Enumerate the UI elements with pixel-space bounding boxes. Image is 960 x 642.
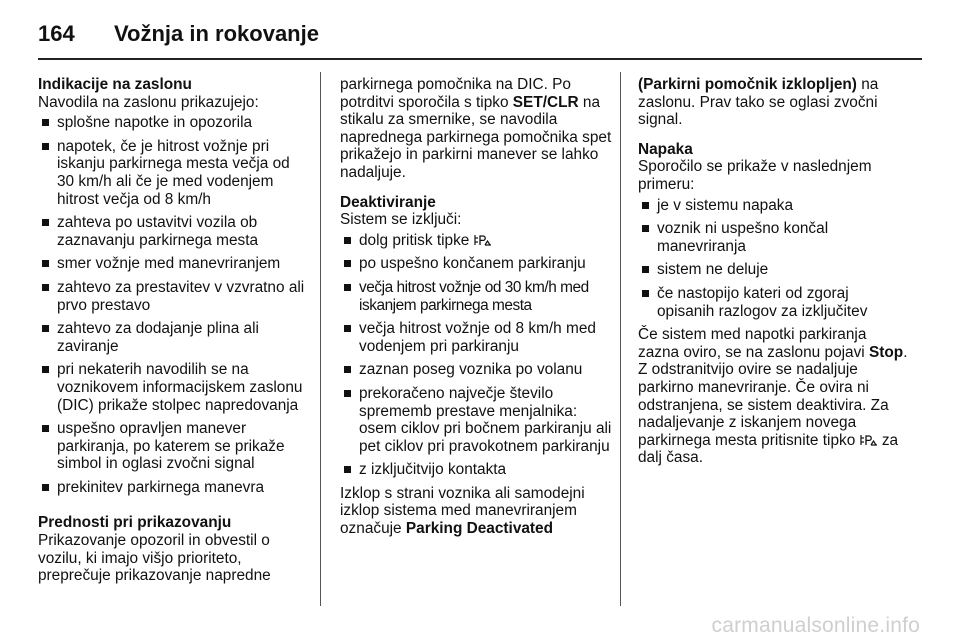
list-item: pri nekaterih navodilih se na voznikovem informacijskem zaslonu (DIC) prikaže stolpec napredovanja <box>38 361 310 414</box>
watermark: carmanualsonline.info <box>711 614 920 637</box>
section-heading-priority: Prednosti pri prikazovanju <box>38 514 232 532</box>
list-item: zahteva po ustavitvi vozila ob zaznavanju parkirnega mesta <box>38 214 310 249</box>
list-item: večja hitrost vožnje od 30 km/h med iskanjem parkirnega mesta <box>340 279 612 314</box>
paragraph-continued: parkirnega pomočnika na DIC. Po potrditvi sporočila s tipko SET/CLR na stikalu za smernike, se navodila naprednega parkirnega pomočnika spet prikažejo in parkirni manever se lahko nadaljuje. <box>340 76 612 181</box>
paragraph: (Parkirni pomočnik izklopljen) na zaslonu. Prav tako se oglasi zvočni signal. <box>638 76 879 129</box>
section-heading-deactivation: Deaktiviranje <box>340 193 436 211</box>
page-header <box>38 14 319 54</box>
parking-assist-icon <box>860 434 878 446</box>
column-3 <box>638 76 910 467</box>
paragraph: Izklop s strani voznika ali samodejni izklop sistema med manevriranjem označuje Parking Deactivated <box>340 484 585 538</box>
column-divider-2 <box>620 72 621 606</box>
bullet-list-fault <box>638 197 910 321</box>
paragraph: Sporočilo se prikaže v naslednjem primeru: <box>638 158 872 193</box>
bullet-list-display <box>38 114 310 496</box>
page-number: 164 <box>38 21 75 46</box>
list-item: z izključitvijo kontakta <box>340 461 612 479</box>
list-item: uspešno opravljen manever parkiranja, po katerem se prikaže simbol in oglasi zvočni signal <box>38 420 310 473</box>
display-message-stop: Stop <box>869 343 904 361</box>
paragraph: Navodila na zaslonu prikazujejo: <box>38 93 259 111</box>
list-item: zaznan poseg voznika po volanu <box>340 361 612 379</box>
display-message-translation: (Parkirni pomočnik izklopljen) <box>638 76 857 93</box>
list-item: prekinitev parkirnega manevra <box>38 479 310 497</box>
paragraph: Sistem se izključi: <box>340 211 462 229</box>
page-title: Vožnja in rokovanje <box>114 21 319 46</box>
list-item: prekoračeno največje število sprememb prestave menjalnika: osem ciklov pri bočnem parkiranju ali pet ciklov pri pravokotnem parkiranju <box>340 385 612 455</box>
paragraph: Če sistem med napotki parkiranja zazna oviro, se na zaslonu pojavi Stop. Z odstranitvijo ovire se nadaljuje parkirno manevriranje. Če ovira ni odstranjena, se sistem deaktivira. Za nadaljevanje z iskanjem novega parkirnega mesta pritisnite tipko za dalj časa. <box>638 326 908 467</box>
list-item: smer vožnje med manevriranjem <box>38 255 310 273</box>
list-item: če nastopijo kateri od zgoraj opisanih razlogov za izključitev <box>638 285 910 320</box>
list-item: večja hitrost vožnje od 8 km/h med vodenjem pri parkiranju <box>340 320 612 355</box>
header-rule <box>38 58 922 60</box>
list-item: dolg pritisk tipke <box>340 232 612 250</box>
list-item: voznik ni uspešno končal manevriranja <box>638 220 910 255</box>
paragraph: Prikazovanje opozoril in obvestil o vozilu, ki imajo višjo prioriteto, preprečuje prikazovanje napredne <box>38 532 271 585</box>
list-item: po uspešno končanem parkiranju <box>340 255 612 273</box>
column-1 <box>38 76 310 585</box>
display-message-parking-deactivated: Parking Deactivated <box>405 520 554 538</box>
list-item: napotek, če je hitrost vožnje pri iskanju parkirnega mesta večja od 30 km/h ali če je med vodenjem hitrost večja od 8 km/h <box>38 138 310 208</box>
column-divider-1 <box>320 72 321 606</box>
key-name-set-clr: SET/CLR <box>512 93 579 111</box>
section-heading-fault: Napaka <box>638 140 693 158</box>
column-2 <box>340 76 612 538</box>
parking-assist-icon <box>474 234 492 246</box>
list-item: zahtevo za prestavitev v vzvratno ali prvo prestavo <box>38 279 310 314</box>
bullet-list-deactivation <box>340 232 612 479</box>
section-heading-display: Indikacije na zaslonu <box>38 76 192 93</box>
list-item: splošne napotke in opozorila <box>38 114 310 132</box>
list-item: je v sistemu napaka <box>638 197 910 215</box>
list-item: sistem ne deluje <box>638 261 910 279</box>
list-item: zahtevo za dodajanje plina ali zaviranje <box>38 320 310 355</box>
